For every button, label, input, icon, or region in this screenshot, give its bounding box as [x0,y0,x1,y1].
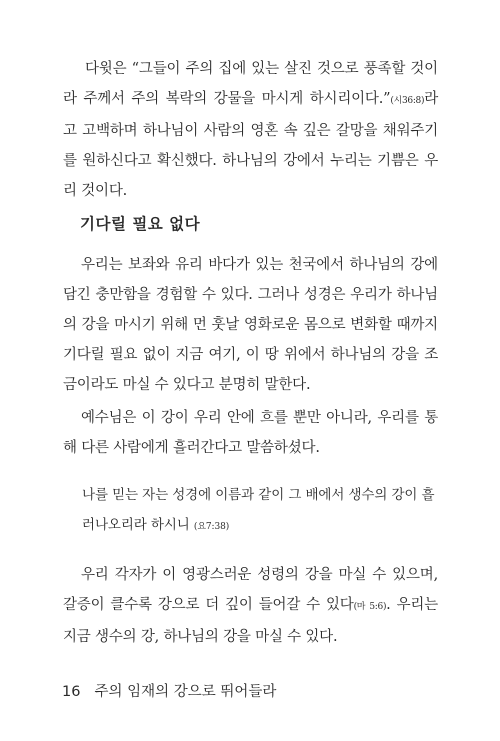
paragraph-text: 우리 각자가 이 영광스러운 성령의 강을 마실 수 있으며, 갈증이 클수록 강으로 더 깊이 들어갈 수 있다 [63,567,438,613]
paragraph-text: . 우리는 지금 생수의 강, 하나님의 강을 마실 수 있다. [63,597,438,645]
paragraph-text: 다윗은 “그들이 주의 집에 있는 살진 것으로 풍족할 것이라 주께서 주의 복락의 강물을 마시게 하시리이다.” [63,61,438,107]
running-title: 주의 임재의 강으로 뛰어들라 [94,684,277,700]
paragraph-jesus-river: 예수님은 이 강이 우리 안에 흐를 뿐만 아니라, 우리를 통해 다른 사람에게 흘러간다고 말씀하셨다. [63,410,438,456]
scripture-reference: (마 5:6) [353,602,387,612]
paragraph-david-confession [63,54,438,206]
page-number: 16 [62,684,81,700]
scripture-reference: (요7:38) [193,522,230,532]
paragraph-heaven-river: 우리는 보좌와 유리 바다가 있는 천국에서 하나님의 강에 담긴 충만함을 경험할 수 있다. 그러나 성경은 우리가 하나님의 강을 마시기 위해 먼 훗날 영화로운 몸으로 변화할 때까지 기다릴 필요 없이 지금 여기, 이 땅 위에서 하나님의 강을 조금이라도 마실 수 있다고 분명히 말한다. [63,257,438,393]
page-footer [62,680,276,701]
scripture-reference: (시36:8) [390,96,425,106]
paragraph-text: 라고 고백하며 하나님이 사람의 영혼 속 깊은 갈망을 채워주기를 원하신다고 확신했다. 하나님의 강에서 누리는 기쁨은 우리 것이다. [63,91,438,199]
paragraph-drink-river [63,560,438,652]
section-heading: 기다릴 필요 없다 [80,215,201,233]
quote-text: 나를 믿는 자는 성경에 이름과 같이 그 배에서 생수의 강이 흘러나오리라 하시니 [82,487,435,533]
scripture-quote [82,480,442,542]
